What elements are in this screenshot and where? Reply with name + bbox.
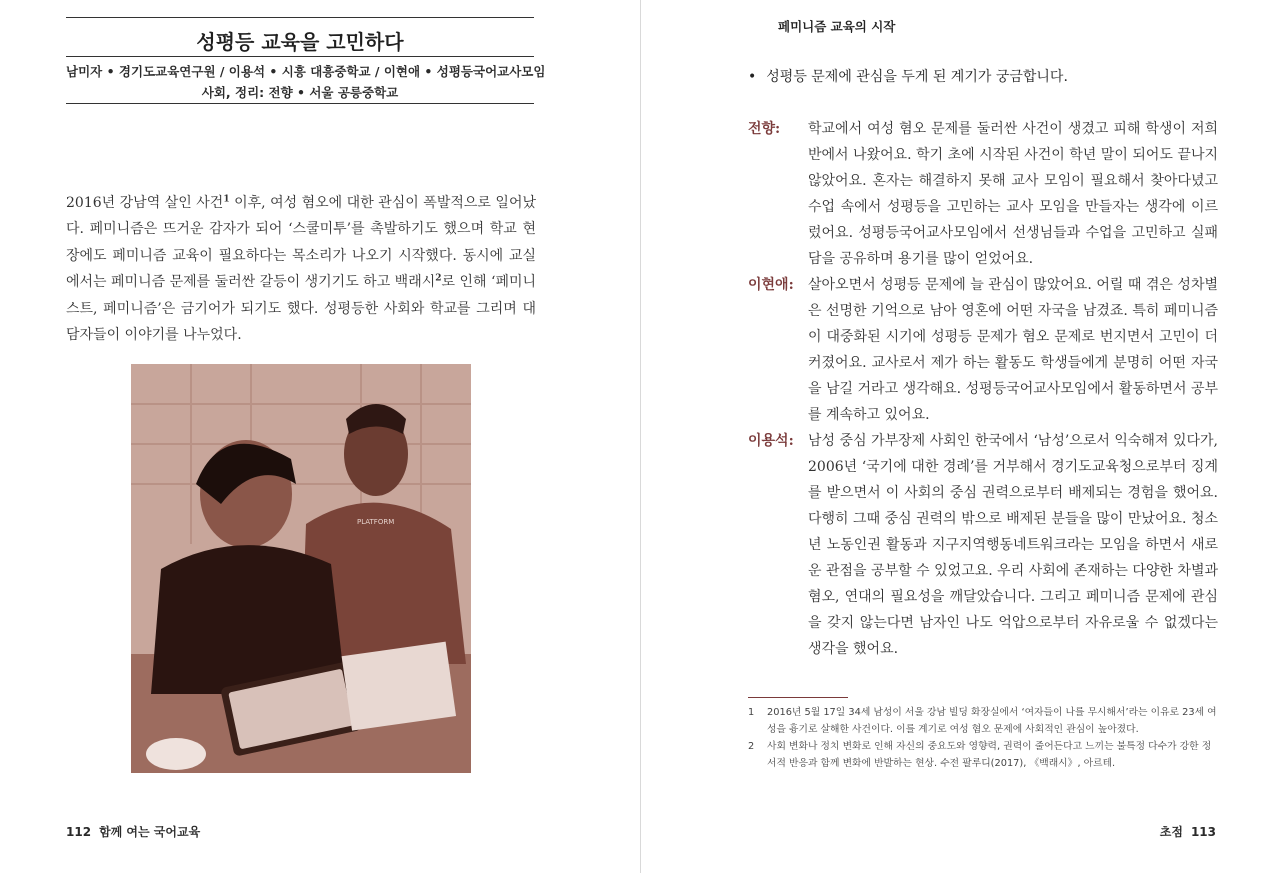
- intro-text-b: 이후, 여성 혐오에 대한 관심이 폭발적으로 일어났다. 페미니즘은 뜨거운 감자가 되어 ‘스쿨미투’를 촉발하기도 했으며 학교 현장에도 페미니즘 교육이 필요하다는 목소리가 나오기 시작했다. 동시에 교실에서는 페미니즘 문제를 둘러싼 갈등이 생기기도 하고 백래시: [66, 195, 536, 291]
- speaker-name: 전향:: [748, 121, 781, 137]
- folio-right: [1152, 823, 1216, 840]
- speaker-name: 이현애:: [748, 277, 794, 293]
- publication-title: 함께 여는 국어교육: [99, 825, 201, 839]
- footnote-ref-1[interactable]: 1: [223, 194, 230, 205]
- intro-text-c: 로 인해 ‘페미니스트, 페미니즘’은 금기어가 되기도 했다. 성평등한 사회와 학교를 그리며 대담자들이 이야기를 나누었다.: [66, 274, 537, 344]
- page-number-right: 113: [1190, 825, 1216, 839]
- byline-participants: 남미자 • 경기도교육연구원 / 이용석 • 시흥 대흥중학교 / 이현애 • 성평등국어교사모임: [66, 64, 546, 79]
- intro-text-a: 2016년 강남역 살인 사건: [66, 195, 224, 211]
- page-number-left: 112: [66, 825, 92, 839]
- title-rule-top: [66, 17, 534, 18]
- footnote-item: [748, 738, 1218, 772]
- intro-paragraph: [66, 190, 536, 348]
- footnote-text: 사회 변화나 정치 변화로 인해 자신의 중요도와 영향력, 권력이 줄어든다고 느끼는 불특정 다수가 강한 정서적 반응과 함께 변화에 반발하는 현상. 수전 팔루디(2017), 《백래시》, 아르테.: [767, 741, 1212, 769]
- title-rule-middle: [66, 56, 534, 57]
- interview-photo: [131, 364, 471, 773]
- speech-text: 남성 중심 가부장제 사회인 한국에서 ‘남성’으로서 익숙해져 있다가, 2006년 ‘국기에 대한 경례’를 거부해서 경기도교육청으로부터 징계를 받으면서 이 사회의 중심 권력으로부터 배제되는 경험을 했어요. 다행히 그때 중심 권력의 밖으로 배제된 분들을 많이 만났어요. 청소년 노동인권 활동과 지구지역행동네트워크라는 모임을 하면서 새로운 관점을 공부할 수 있었고요. 우리 사회에 존재하는 다양한 차별과 혐오, 연대의 필요성을 깨달았습니다. 그리고 페미니즘 문제에 관심을 갖지 않는다면 남자인 나도 억압으로부터 자유로울 수 없겠다는 생각을 했어요.: [808, 433, 1218, 657]
- footnote-number: 1: [748, 707, 755, 718]
- footnotes: [748, 704, 1218, 772]
- speech-text: 살아오면서 성평등 문제에 늘 관심이 많았어요. 어릴 때 겪은 성차별은 선명한 기억으로 남아 영혼에 어떤 자국을 남겼죠. 특히 페미니즘이 대중화된 시기에 성평등 문제가 혐오 문제로 번지면서 고민이 더 커졌어요. 교사로서 제가 하는 활동도 학생들에게 분명히 어떤 자국을 남길 거라고 생각해요. 성평등국어교사모임에서 활동하면서 공부를 계속하고 있어요.: [808, 277, 1218, 423]
- interview-question: [748, 66, 1068, 86]
- shirt-text: PLATFORM: [357, 518, 395, 526]
- dialogue-turn: [748, 272, 1218, 428]
- footnote-ref-2[interactable]: 2: [435, 273, 442, 284]
- dialogue-turn: [748, 428, 1218, 662]
- running-head: 페미니즘 교육의 시작: [778, 19, 896, 34]
- bullet-icon: •: [748, 69, 757, 85]
- folio-left: [66, 823, 200, 840]
- question-text: 성평등 문제에 관심을 두게 된 계기가 궁금합니다.: [766, 69, 1068, 85]
- title-rule-bottom: [66, 103, 534, 104]
- photo-illustration: [131, 364, 471, 773]
- footnote-text: 2016년 5월 17일 34세 남성이 서울 강남 빌딩 화장실에서 ‘여자들이 나를 무시해서’라는 이유로 23세 여성을 흉기로 살해한 사건이다. 이를 계기로 여성 혐오 문제에 사회적인 관심이 높아졌다.: [767, 707, 1217, 735]
- article-title: 성평등 교육을 고민하다: [196, 30, 404, 54]
- dialogue-turn: [748, 116, 1218, 272]
- footnote-number: 2: [748, 741, 755, 752]
- footnote-rule: [748, 697, 848, 698]
- dialogue: [748, 116, 1218, 662]
- byline-moderator: 사회, 정리: 전향 • 서울 공릉중학교: [201, 85, 399, 100]
- right-page: [641, 0, 1280, 873]
- section-name: 초점: [1159, 825, 1183, 839]
- footnote-item: [748, 704, 1218, 738]
- speech-text: 학교에서 여성 혐오 문제를 둘러싼 사건이 생겼고 피해 학생이 저희 반에서 나왔어요. 학기 초에 시작된 사건이 학년 말이 되어도 끝나지 않았어요. 혼자는 해결하지 못해 교사 모임이 필요해서 찾아다녔고 수업 속에서 성평등을 고민하는 교사 모임을 만들자는 생각에 이르렀어요. 성평등국어교사모임에서 선생님들과 수업을 고민하고 실패담을 공유하며 용기를 많이 얻었어요.: [808, 121, 1218, 267]
- speaker-name: 이용석:: [748, 433, 794, 449]
